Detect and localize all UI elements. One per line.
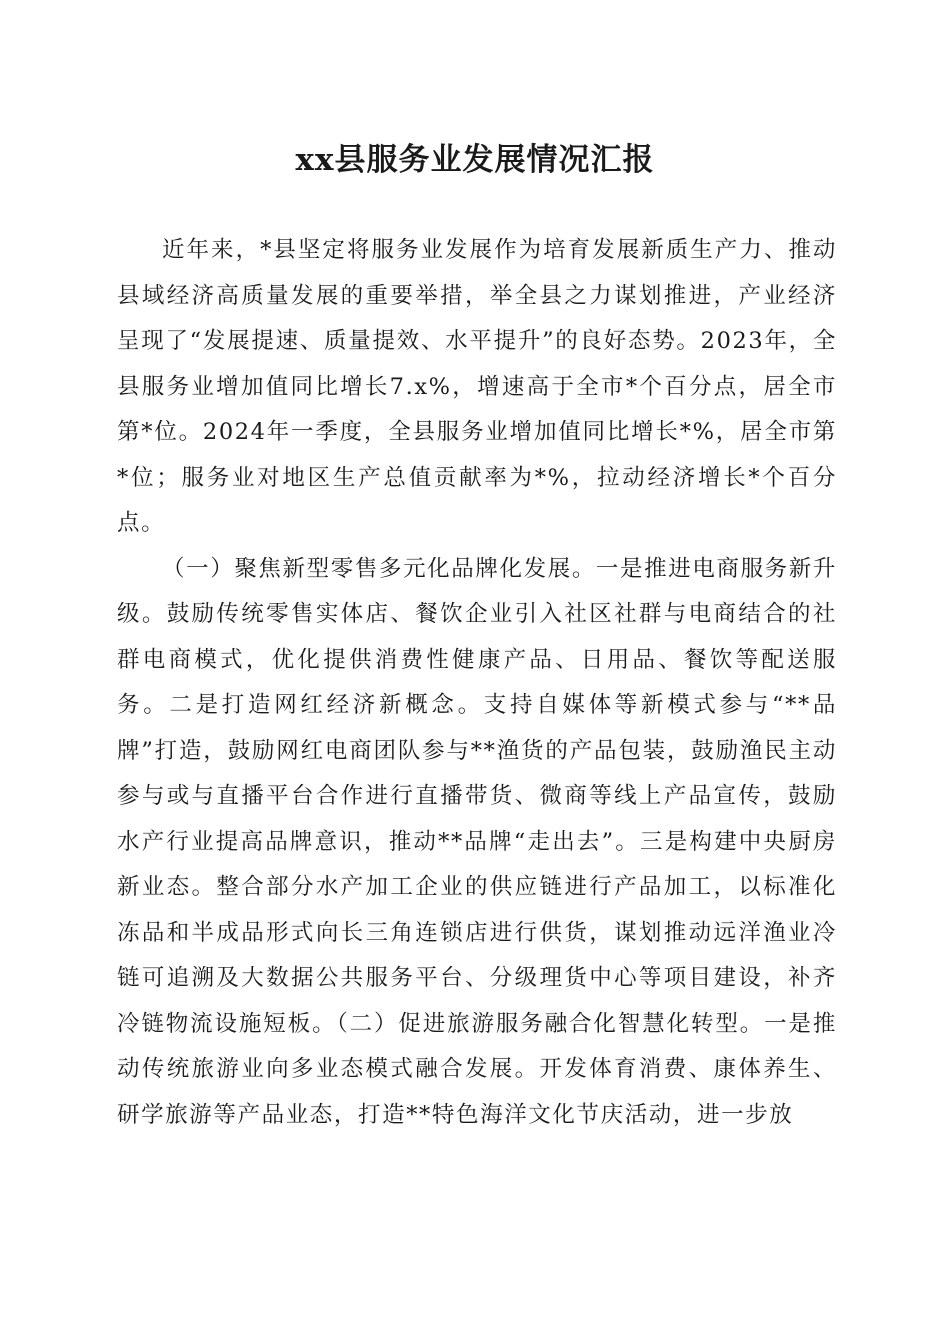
document-body: [117, 228, 837, 1138]
document-title: xx县服务业发展情况汇报: [295, 142, 655, 178]
section-paragraph: （一）聚焦新型零售多元化品牌化发展。一是推进电商服务新升级。鼓励传统零售实体店、餐饮企业引入社区社群与电商结合的社群电商模式，优化提供消费性健康产品、日用品、餐饮等配送服务。二是打造网红经济新概念。支持自媒体等新模式参与“**品牌”打造，鼓励网红电商团队参与**渔货的产品包装，鼓励渔民主动参与或与直播平台合作进行直播带货、微商等线上产品宣传，鼓励水产行业提高品牌意识，推动**品牌“走出去”。三是构建中央厨房新业态。整合部分水产加工企业的供应链进行产品加工，以标准化冻品和半成品形式向长三角连锁店进行供货，谋划推动远洋渔业冷链可追溯及大数据公共服务平台、分级理货中心等项目建设，补齐冷链物流设施短板。（二）促进旅游服务融合化智慧化转型。一是推动传统旅游业向多业态模式融合发展。开发体育消费、康体养生、研学旅游等产品业态，打造**特色海洋文化节庆活动，进一步放: [117, 555, 837, 1128]
intro-paragraph: 近年来，*县坚定将服务业发展作为培育发展新质生产力、推动县域经济高质量发展的重要举措，举全县之力谋划推进，产业经济呈现了“发展提速、质量提效、水平提升”的良好态势。2023年，全县服务业增加值同比增长7.x%，增速高于全市*个百分点，居全市第*位。2024年一季度，全县服务业增加值同比增长*%，居全市第*位；服务业对地区生产总值贡献率为*%，拉动经济增长*个百分点。: [117, 237, 837, 536]
